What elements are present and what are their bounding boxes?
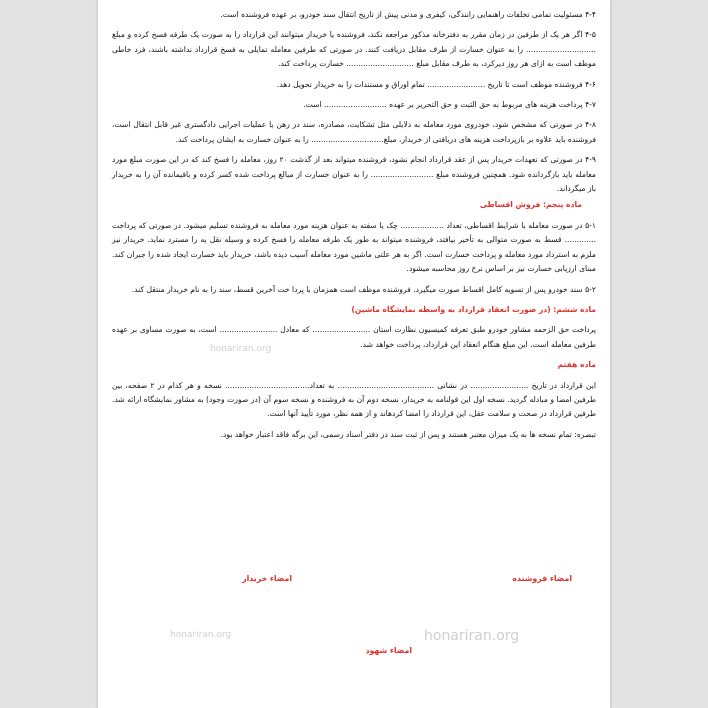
article-6-text: پرداخت حق الزحمه مشاور خودرو طبق تعرفه کمیسیون نظارت استان ........................ که معادل ........................ است، به صورت مساوی بر عهده طرفین معامله است. این مبلغ هنگام انعقاد این قرارداد، پرداخت خواهد شد. bbox=[112, 325, 596, 349]
article-5-heading: ماده پنجم: فروش اقساطی bbox=[479, 200, 582, 210]
watermark-bottom-left: honariran.org bbox=[170, 630, 232, 640]
clause-5-2: ۵-۲ سند خودرو پس از تسویه کامل اقساط صورت میگیرد. فروشنده موظف است همزمان با پردا خت آخرین قسط، سند را به نام خریدار منتقل کند. bbox=[131, 284, 596, 294]
witnesses-signature-label: امضاء شهود bbox=[365, 646, 412, 655]
document-page bbox=[98, 0, 610, 708]
clause-4-4: ۴-۴ مسئولیت تمامی تخلفات راهنمایی رانندگی، کیفری و مدنی پیش از تاریخ انتقال سند خودرو، بر عهده فروشنده است. bbox=[220, 10, 596, 19]
buyer-signature-label: امضاء خریدار bbox=[242, 574, 292, 583]
article-7-text: این قرارداد در تاریخ ........................ در نشانی ........................................ به تعداد................................... نسخه و هر کدام در ۲ صفحه، بین طرفین امضا و مبادله گردید. نسخه اول این قولنامه به خریدار، نسخه دوم آن به فروشنده و نسخه سوم آن (در صورت وجود) به مشاور نمایشگاه ارائه شد. طرفین قرارداد در صحت و سلامت عقل، این قرارداد را امضا کردهاند و از همه نظر، مورد تأیید آنها است. bbox=[112, 380, 597, 419]
note-text: تبصره: تمام نسخه ها به یک میزان معتبر هستند و پس از ثبت سند در دفتر اسناد رسمی، این برگه فاقد اعتبار خواهد بود. bbox=[220, 429, 596, 439]
clause-5-1: ۵-۱ در صورت معامله با شرایط اقساطی، تعداد .................. چک یا سفته به عنوان هزینه مورد معامله به فروشنده تسلیم میشود. در صورتی که پرداخت ............. قسط به صورت متوالی به تأخیر بیافتد، فروشنده میتواند به طور یک طرفه معامله را فسخ کرده و وسیله نقل یه را مسترد نماید. خریدار نیز ملزم به استرداد مورد معامله و پرداخت خسارت است. اگر به هر علتی ماشین مورد معامله آسیب دیده باشد، خریدار باید خسارت ایجاد شده را جبران کند. مبنای ارزیابی خسارت نیز بر اساس نرخ روز محاسبه میشود. bbox=[112, 220, 596, 274]
seller-signature-label: امضاء فروشنده bbox=[512, 574, 572, 583]
article-7-heading: ماده هفتم bbox=[557, 360, 596, 370]
contract-body bbox=[112, 8, 596, 448]
watermark-bottom-right: honariran.org bbox=[424, 628, 520, 644]
article-6-heading: ماده ششم: (در صورت انعقاد قرارداد به واسطه نمایشگاه ماشین) bbox=[351, 304, 596, 314]
clause-4-8: ۴-۸ در صورتی که مشخص شود، خودروی مورد معامله به دلایلی مثل تشکایت، مصادره، سند در رهن یا عملیات اجرایی دادگستری غیر قابل انتقال است، فروشنده باید علاوه بر بازپرداخت هزینه های دریافتی از خریدار، مبلغ.............................. را به عنوان خسارت به ایشان پرداخت کند. bbox=[112, 120, 596, 144]
watermark-mid: honariran.org bbox=[210, 344, 272, 354]
clause-4-7: ۴-۷ پرداخت هزینه های مربوط به حق الثبت و حق التحریر بر عهده .......................... است. bbox=[303, 100, 596, 110]
clause-4-6: ۴-۶ فروشنده موظف است تا تاریخ ........................ تمام اوراق و مستندات را به خریدار تحویل دهد. bbox=[276, 79, 596, 89]
clause-4-5: ۴-۵ اگر هر یک از طرفین در زمان مقرر به دفترخانه مذکور مراجعه نکند، فروشنده یا خریدار میتوانند این قرارداد را به صورت یک طرفه فسخ کرده و مبلغ ............................. را به عنوان خسارت از طرف مقابل دریافت کنند. در صورتی که طرفین معامله تمایلی به فسخ قرارداد نداشته باشند، فرد خاطی موظف است به ازای هر روز دیرکرد، به طرف مقابل مبلغ ............................ خسارت پرداخت کند. bbox=[112, 30, 596, 69]
clause-4-9: ۴-۹ در صورتی که تعهدات خریدار پس از عقد قرارداد انجام نشود، فروشنده میتواند بعد از گذشت ۲۰ روز، معامله را فسخ کند که در این صورت مبلغ مورد معامله باید بازگردانده شود. همچنین فروشنده مبلغ .......................... را به عنوان خسارت از مبالغ پرداخت شده کسر کرده و باقیمانده آن را به خریدار باز میگرداند. bbox=[112, 155, 596, 194]
